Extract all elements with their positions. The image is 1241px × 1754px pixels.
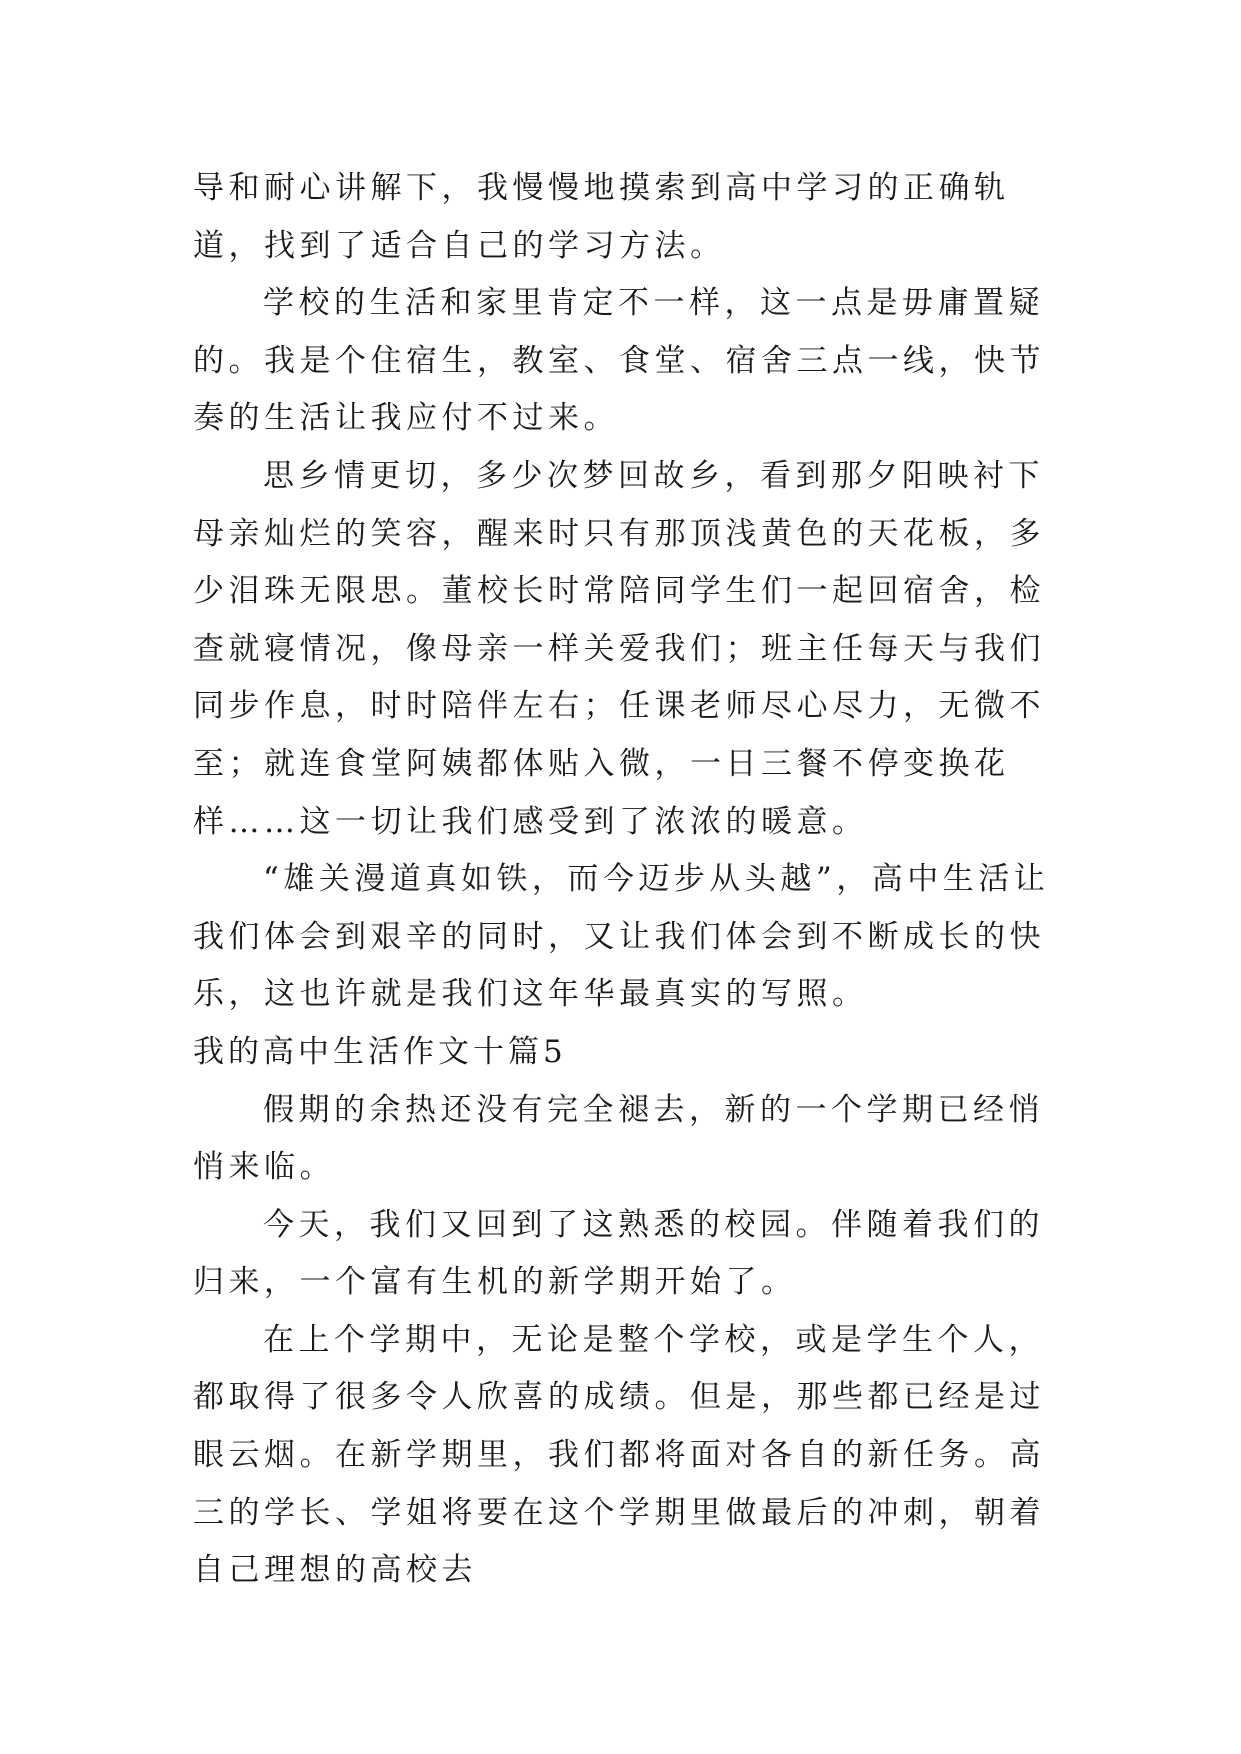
paragraph-2: 学校的生活和家里肯定不一样，这一点是毋庸置疑的。我是个住宿生，教室、食堂、宿舍三点一线，快节奏的生活让我应付不过来。	[193, 285, 1045, 437]
paragraph-3: 思乡情更切，多少次梦回故乡，看到那夕阳映衬下母亲灿烂的笑容，醒来时只有那顶浅黄色的天花板，多少泪珠无限思。董校长时常陪同学生们一起回宿舍，检查就寝情况，像母亲一样关爱我们；班主任每天与我们同步作息，时时陪伴左右；任课老师尽心尽力，无微不至；就连食堂阿姨都体贴入微，一日三餐不停变换花样……这一切让我们感受到了浓浓的暖意。	[193, 457, 1045, 840]
paragraph-1: 导和耐心讲解下，我慢慢地摸索到高中学习的正确轨道，找到了适合自己的学习方法。	[193, 170, 1010, 264]
document-body	[193, 160, 1073, 1600]
paragraph-5: 假期的余热还没有完全褪去，新的一个学期已经悄悄来临。	[193, 1091, 1044, 1186]
section-heading: 我的高中生活作文十篇5	[193, 1033, 567, 1070]
paragraph-6: 今天，我们又回到了这熟悉的校园。伴随着我们的归来，一个富有生机的新学期开始了。	[193, 1206, 1044, 1301]
paragraph-4: “雄关漫道真如铁，而今迈步从头越”，高中生活让我们体会到艰辛的同时，又让我们体会到不断成长的快乐，这也许就是我们这年华最真实的写照。	[193, 861, 1050, 1013]
paragraph-7: 在上个学期中，无论是整个学校，或是学生个人，都取得了很多令人欣喜的成绩。但是，那些都已经是过眼云烟。在新学期里，我们都将面对各自的新任务。高三的学长、学姐将要在这个学期里做最后的冲刺，朝着自己理想的高校去	[193, 1321, 1045, 1589]
